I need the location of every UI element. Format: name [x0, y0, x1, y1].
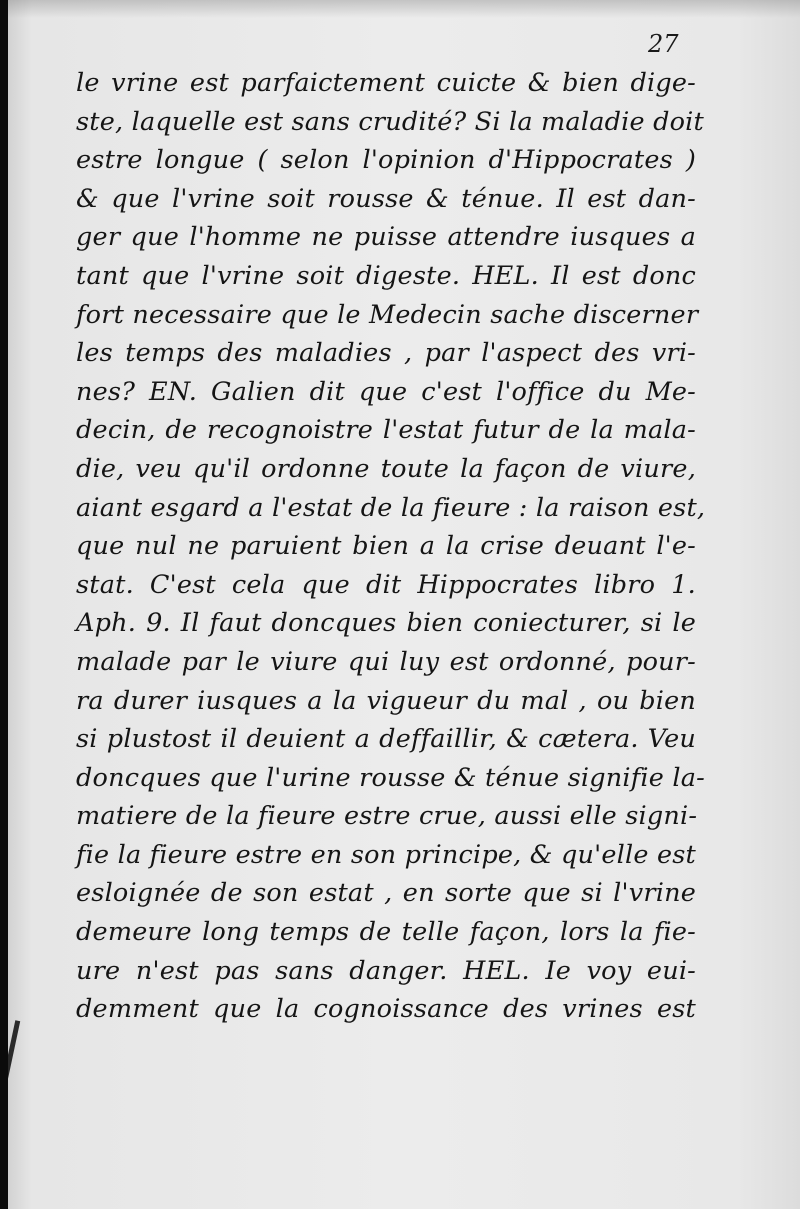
text-line: ger que l'homme ne puisse attendre iusques a	[76, 222, 696, 253]
page-number: 27	[648, 30, 679, 58]
text-line: estre longue ( selon l'opinion d'Hippocrates )	[76, 145, 696, 176]
text-line: nes? EN. Galien dit que c'est l'office du Me-	[76, 376, 696, 407]
text-line: Aph. 9. Il faut doncques bien coniecturer, si le	[76, 608, 696, 639]
text-line: ra durer iusques a la vigueur du mal , ou bien	[76, 685, 696, 716]
text-line: doncques que l'urine rousse & ténue signifie la-	[76, 762, 705, 793]
text-line: fort necessaire que le Medecin sache discerner	[76, 299, 699, 330]
text-line: fie la fieure estre en son principe, & qu'elle est	[76, 839, 696, 870]
text-line: esloignée de son estat , en sorte que si l'vrine	[76, 878, 696, 909]
body-text	[76, 64, 706, 1029]
text-line: decin, de recognoistre l'estat futur de la mala-	[76, 415, 696, 446]
text-line: stat. C'est cela que dit Hippocrates libro 1.	[76, 569, 696, 600]
text-line: que nul ne paruient bien a la crise deuant l'e-	[76, 531, 696, 562]
text-line: aiant esgard a l'estat de la fieure : la raison est,	[76, 492, 706, 523]
text-line: les temps des maladies , par l'aspect des vri-	[76, 338, 696, 369]
page-edge-shadow	[8, 0, 800, 18]
text-line: & que l'vrine soit rousse & ténue. Il est dan-	[76, 183, 696, 214]
book-page	[8, 0, 800, 1209]
text-line: demeure long temps de telle façon, lors la fie-	[76, 917, 696, 948]
text-line: malade par le viure qui luy est ordonné, pour-	[76, 646, 696, 677]
text-line: si plustost il deuient a deffaillir, & cætera. Veu	[76, 724, 696, 755]
text-line: matiere de la fieure estre crue, aussi elle signi-	[76, 801, 698, 832]
text-line: die, veu qu'il ordonne toute la façon de viure,	[76, 453, 696, 484]
text-line: le vrine est parfaictement cuicte & bien dige-	[76, 68, 696, 98]
text-line: demment que la cognoissance des vrines est	[76, 994, 696, 1025]
text-line: tant que l'vrine soit digeste. HEL. Il est donc	[76, 260, 696, 291]
text-line: ste, laquelle est sans crudité? Si la maladie doit	[76, 106, 704, 137]
text-line: ure n'est pas sans danger. HEL. Ie voy eui-	[76, 955, 696, 986]
margin-ink-mark	[8, 1020, 20, 1090]
